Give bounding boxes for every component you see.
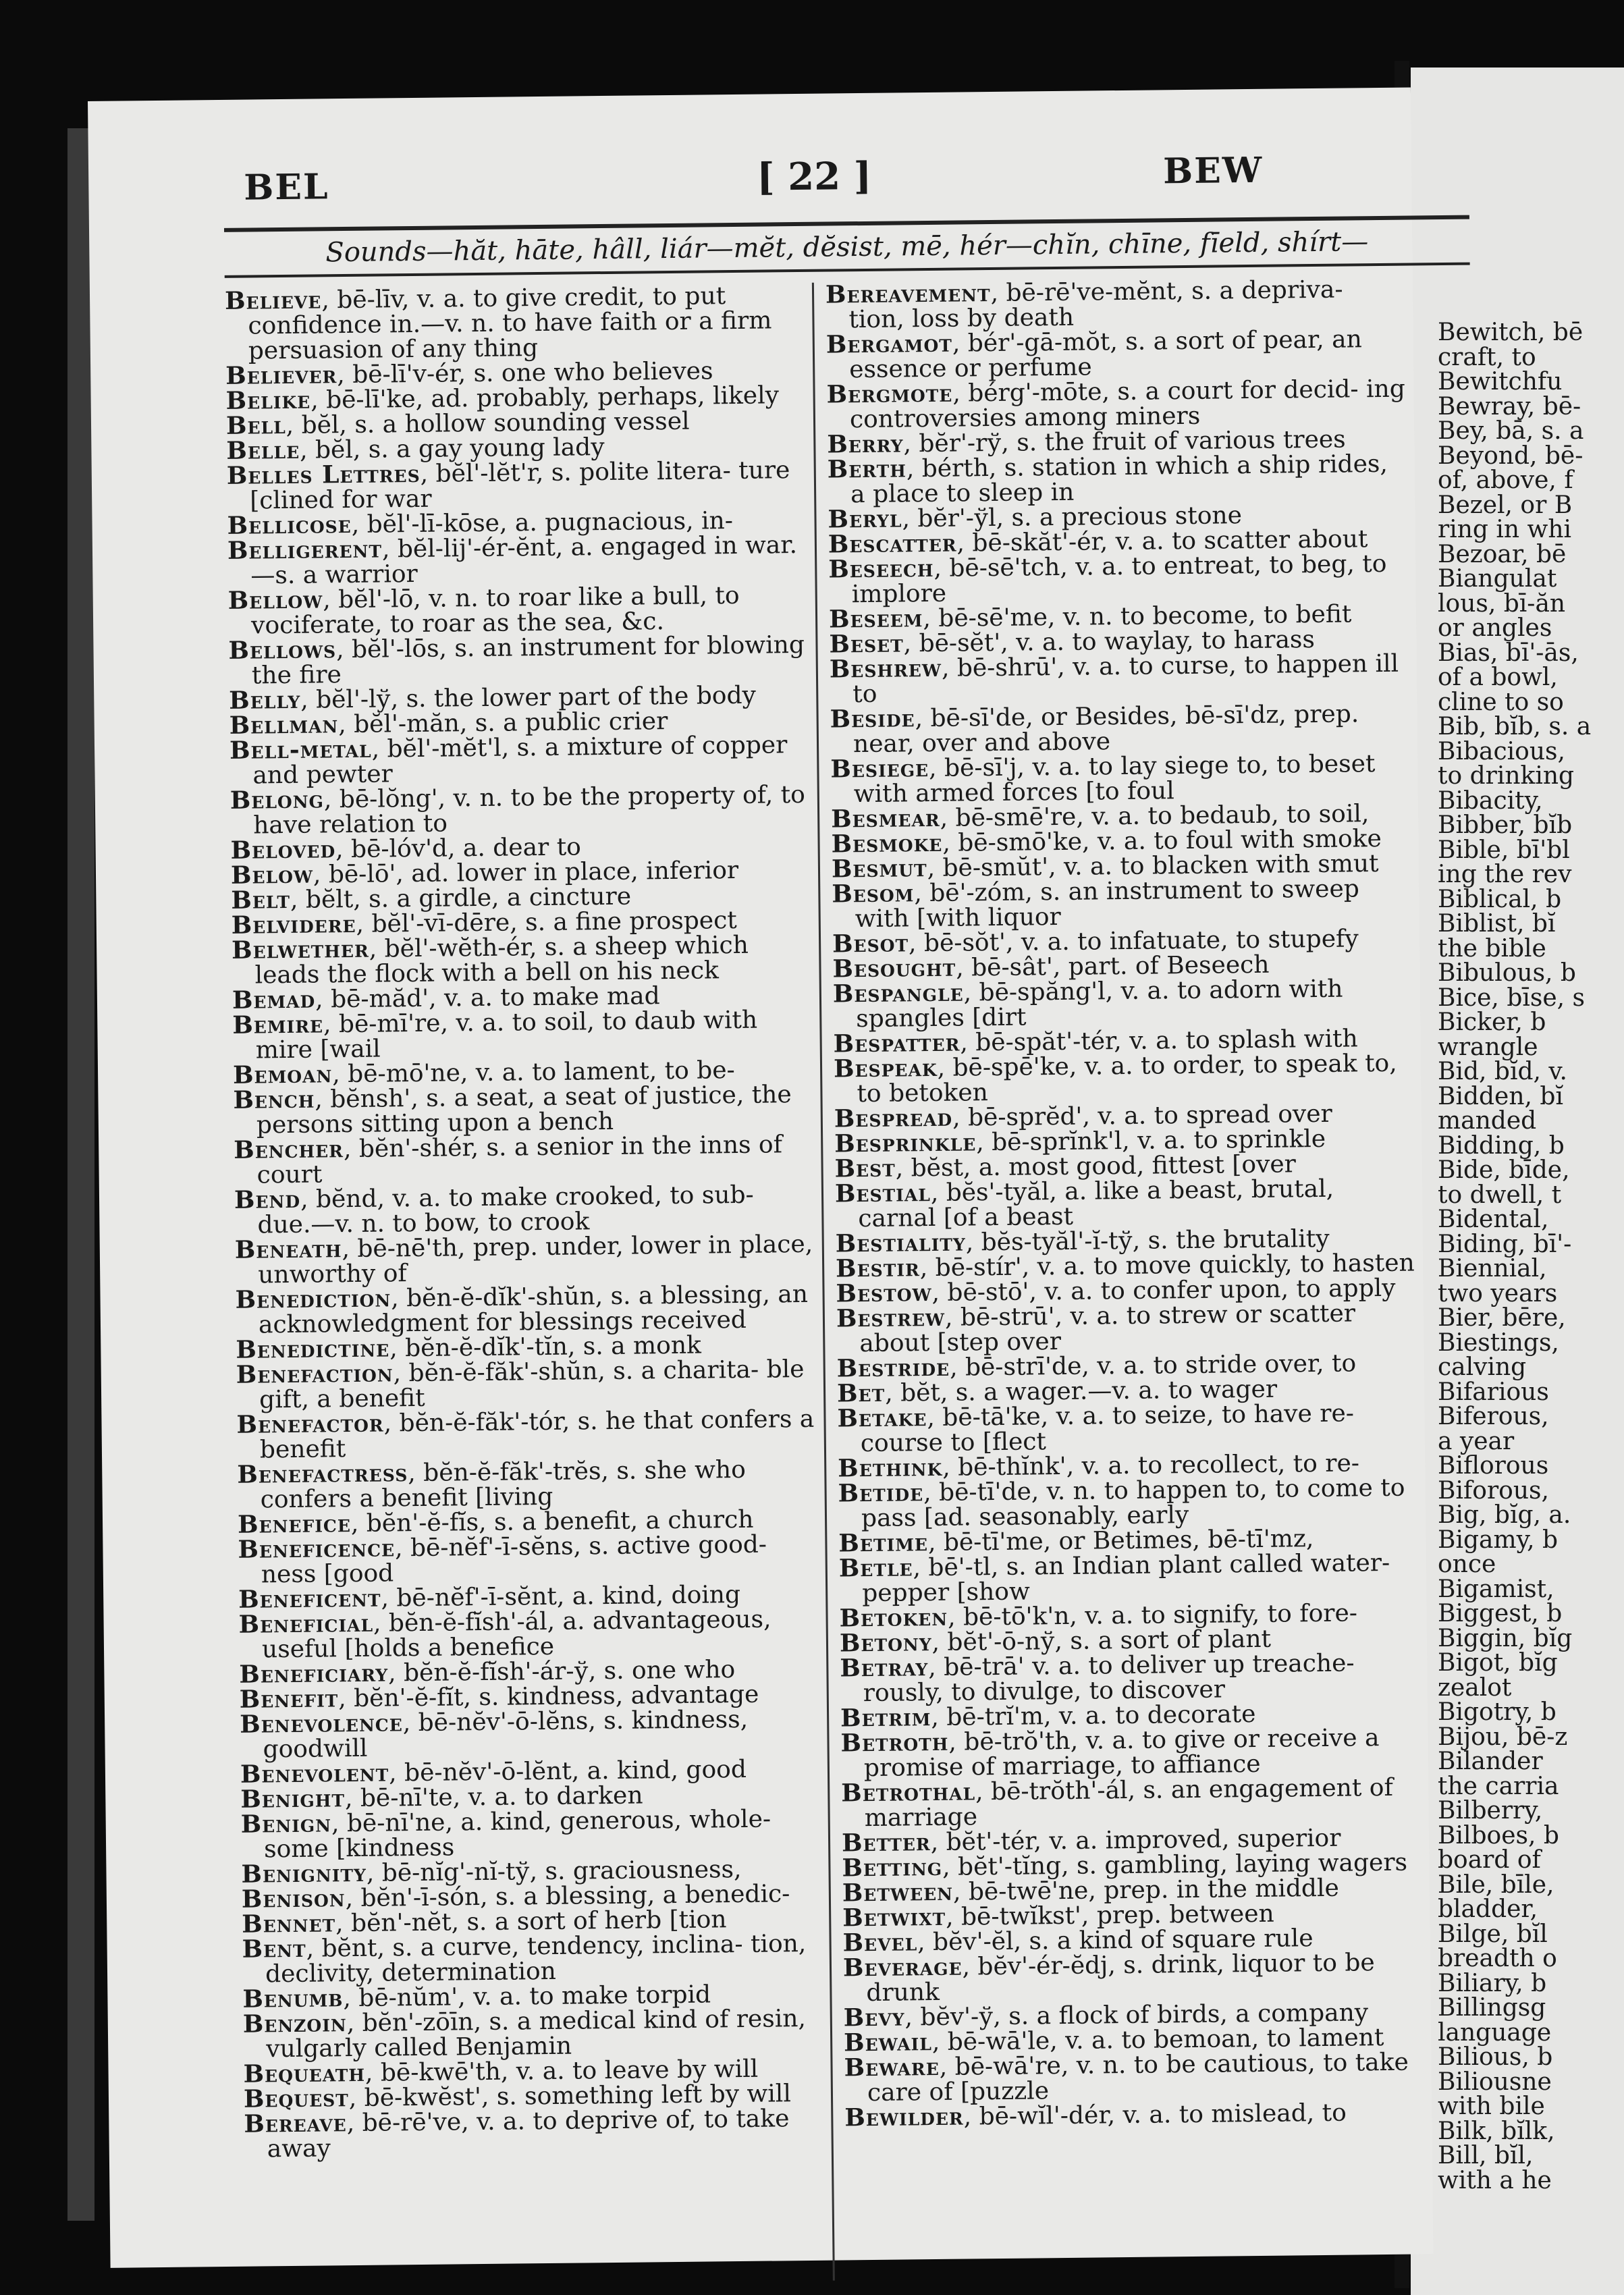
dictionary-entry: Betrim, bē-trĭ'm, v. a. to decorate: [840, 1700, 1256, 1733]
headword: Beneficiary: [239, 1658, 389, 1689]
right-page-fragment: Bidental,: [1438, 1206, 1549, 1233]
right-page-fragment: Bigotry, b: [1438, 1698, 1557, 1726]
page-header: [244, 148, 1453, 221]
pronunciation-key: Sounds—hăt, hāte, hâll, liár—mĕt, dĕsist, mē, hér—chĭn, chīne, fīeld, shírt—: [325, 226, 1369, 269]
headword: Benedictine: [236, 1334, 390, 1364]
right-page-fragment: Biliary, b: [1438, 1969, 1547, 1997]
headword: Besmut: [831, 854, 927, 884]
guide-word-left: BEL: [244, 166, 329, 209]
right-page-fragment: Bibber, bĭb: [1438, 811, 1573, 839]
headword: Benison: [241, 1884, 346, 1914]
headword: Betide: [838, 1478, 924, 1508]
dictionary-entry: Berry, bĕr'-rў, s. the fruit of various trees: [827, 425, 1346, 459]
dictionary-entry: Beloved, bē-lóv'd, a. dear to: [230, 833, 582, 865]
dictionary-entry: Betony, bĕt'-ō-nў, s. a sort of plant: [839, 1625, 1272, 1658]
right-page-fragment: Beyond, bē-: [1438, 441, 1584, 470]
dictionary-entry: Bellman, bĕl'-măn, s. a public crier: [229, 707, 668, 740]
right-page-fragment: Bib, bĭb, s. a: [1438, 713, 1592, 740]
dictionary-entry: Bevy, bĕv'-ў, s. a flock of birds, a company: [843, 1999, 1369, 2032]
dictionary-entry: Belligerent, bĕl-lij'-ér-ĕnt, a. engaged in war.—s. a warrior: [227, 531, 798, 590]
right-page-fragment: once: [1438, 1550, 1496, 1578]
headword: Bestow: [836, 1278, 932, 1308]
dictionary-entry: Between, bē-twē'ne, prep. in the middle: [842, 1874, 1340, 1908]
dictionary-entry: Benight, bē-nī'te, v. a. to darken: [240, 1781, 643, 1814]
headword: Bet: [836, 1378, 886, 1408]
headword: Bespeak: [833, 1053, 938, 1083]
dictionary-entry: Bewail, bē-wā'le, v. a. to bemoan, to lament: [843, 2024, 1384, 2057]
headword: Besmear: [830, 803, 940, 834]
dictionary-entry: Benevolent, bē-nĕv'-ō-lĕnt, a. kind, good: [240, 1755, 747, 1789]
headword: Bevel: [842, 1928, 918, 1958]
headword: Belle: [226, 435, 300, 465]
right-page-fragment: ing the rev: [1438, 861, 1572, 888]
headword: Bereave: [244, 2109, 347, 2138]
dictionary-entry: Benign, bē-nī'ne, a. kind, generous, whole- some [kindness: [240, 1805, 772, 1864]
headword: Bent: [242, 1934, 306, 1964]
dictionary-entry: Benefice, bĕn'-ĕ-fĭs, s. a benefit, a church: [237, 1505, 754, 1539]
right-page-fragment: Bey, bā, s. a: [1438, 417, 1584, 445]
headword: Betime: [838, 1528, 929, 1558]
right-page-fragment: Biggest, b: [1438, 1600, 1563, 1627]
dictionary-entry: Betide, bē-tī'de, v. n. to happen to, to come to pass [ad. seasonably, early: [838, 1474, 1405, 1533]
right-page-fragment: Biennial,: [1438, 1255, 1547, 1282]
right-page-fragment: a year: [1438, 1427, 1515, 1455]
headword: Bestiality: [835, 1228, 966, 1258]
right-page-fragment: Bijou, bē-z: [1438, 1723, 1568, 1751]
right-page-fragment: breadth o: [1438, 1945, 1557, 1972]
right-page-fragment: language: [1438, 2018, 1552, 2047]
dictionary-entry: Bequeath, bē-kwē'th, v. a. to leave by will: [243, 2055, 759, 2088]
headword: Benzoin: [242, 2009, 347, 2039]
headword: Bescatter: [828, 529, 957, 559]
right-page-fragment: two years: [1438, 1279, 1558, 1307]
headword: Betroth: [840, 1727, 949, 1758]
headword: Bellows: [228, 635, 337, 665]
dictionary-entry: Benediction, bĕn-ĕ-dĭk'-shŭn, s. a blessing, an acknowledgment for blessings received: [235, 1280, 809, 1339]
right-page-column: [1411, 321, 1624, 2193]
headword: Beverage: [842, 1952, 963, 1982]
dictionary-entry: Beneficial, bĕn-ĕ-fĭsh'-ál, a. advantageous, useful [holds a benefice: [238, 1605, 772, 1664]
headword: Betle: [838, 1553, 913, 1583]
headword: Believer: [225, 360, 337, 390]
headword: Bennet: [242, 1909, 336, 1939]
dictionary-entry: Believer, bē-lī'v-ér, s. one who believes: [225, 357, 713, 390]
headword: Betting: [842, 1852, 943, 1883]
right-page-fragment: Bilboes, b: [1438, 1821, 1559, 1850]
right-page-fragment: Bilander: [1438, 1748, 1543, 1775]
right-page-fragment: to dwell, t: [1438, 1181, 1562, 1209]
dictionary-entry: Beside, bē-sī'de, or Besides, bē-sī'dz, prep. near, over and above: [830, 700, 1359, 759]
dictionary-entry: Bewilder, bē-wĭl'-dér, v. a. to mislead, to: [844, 2099, 1347, 2132]
dictionary-entry: Below, bē-lō', ad. lower in place, inferior: [230, 856, 739, 890]
headword: Berry: [827, 429, 904, 459]
right-page-fragment: Biestings,: [1438, 1328, 1559, 1357]
dictionary-entry: Bencher, bĕn'-shér, s. a senior in the inns of court: [234, 1131, 783, 1189]
right-page-fragment: Bibacity,: [1438, 786, 1543, 815]
headword: Bequeath: [243, 2058, 366, 2088]
right-page-fragment: Bias, bī'-ās,: [1438, 639, 1579, 667]
dictionary-entry: Beset, bē-sĕt', v. a. to waylay, to harass: [829, 626, 1316, 659]
dictionary-entry: Besmut, bē-smŭt', v. a. to blacken with smut: [831, 850, 1379, 884]
right-page-fragment: Bidden, bĭ: [1438, 1082, 1563, 1110]
headword: Bellman: [229, 710, 339, 740]
dictionary-entry: Beware, bē-wā're, v. n. to be cautious, to take care of [puzzle: [844, 2048, 1409, 2107]
headword: Besiege: [830, 754, 929, 784]
dictionary-entry: Bequest, bē-kwĕst', s. something left by will: [243, 2080, 792, 2113]
headword: Belvidere: [231, 909, 356, 940]
headword: Betrim: [840, 1703, 931, 1733]
right-page-fragment: Big, bĭg, a.: [1438, 1501, 1571, 1529]
right-page: [1411, 68, 1624, 2295]
dictionary-entry: Beneficence, bē-nĕf'-ī-sĕns, s. active good- ness [good: [238, 1530, 767, 1589]
headword: Beseech: [828, 554, 934, 584]
dictionary-entry: Bell, bĕl, s. a hollow sounding vessel: [225, 407, 690, 440]
dictionary-entry: Benefactress, bĕn-ĕ-făk'-trĕs, s. she who confers a benefit [living: [237, 1455, 746, 1514]
right-page-fragment: Biggin, bĭg: [1438, 1624, 1573, 1652]
page-number: [ 22 ]: [756, 153, 872, 200]
headword: Better: [841, 1828, 931, 1858]
headword: Bewilder: [844, 2102, 964, 2132]
dictionary-entry: Benedictine, bĕn-ĕ-dĭk'-tĭn, s. a monk: [236, 1331, 702, 1364]
headword: Beset: [829, 629, 904, 659]
dictionary-entry: Betting, bĕt'-tĭng, s. gambling, laying wagers: [842, 1848, 1408, 1883]
right-page-fragment: Bible, bī'bl: [1438, 836, 1570, 864]
headword: Beneficial: [238, 1609, 374, 1639]
dictionary-entry: Bestrew, bē-strū', v. a. to strew or scatter about [step over: [836, 1299, 1356, 1358]
right-page-fragment: Bezel, or B: [1438, 491, 1573, 519]
dictionary-entry: Betime, bē-tī'me, or Betimes, bē-tī'mz,: [838, 1525, 1314, 1558]
dictionary-entry: Beseem, bē-sē'me, v. n. to become, to befit: [828, 600, 1352, 634]
dictionary-entry: Betwixt, bē-twĭkst', prep. between: [842, 1899, 1274, 1933]
dictionary-entry: Bestride, bē-strī'de, v. a. to stride over, to: [836, 1349, 1357, 1383]
headword: Bergamot: [825, 329, 953, 359]
right-page-fragment: wrangle: [1438, 1033, 1538, 1061]
headword: Benefactress: [237, 1459, 408, 1489]
right-page-fragment: Bibulous, b: [1438, 959, 1576, 987]
headword: Benign: [240, 1809, 332, 1839]
dictionary-entry: Bellow, bĕl'-lō, v. n. to roar like a bull, to vociferate, to roar as the sea, &c.: [227, 581, 740, 640]
dictionary-entry: Bergmote, bérg'-mōte, s. a court for decid- ing controversies among miners: [826, 375, 1406, 434]
dictionary-entry: Bespangle, bē-spăng'l, v. a. to adorn with spangles [dirt: [832, 975, 1343, 1033]
right-page-fragment: the carria: [1438, 1772, 1559, 1800]
headword: Bell-metal: [229, 734, 372, 765]
right-page-fragment: ring in whi: [1438, 516, 1572, 543]
headword: Belt: [231, 885, 291, 915]
dictionary-entry: Bethink, bē-thĭnk', v. a. to recollect, to re-: [838, 1449, 1360, 1483]
headword: Bestir: [835, 1253, 921, 1283]
dictionary-entry: Bellicose, bĕl'-lī-kōse, a. pugnacious, in-: [227, 507, 734, 540]
right-page-fragment: Bidding, b: [1438, 1131, 1565, 1160]
headword: Beloved: [230, 835, 336, 865]
right-page-fragment: lous, bī-ăn: [1438, 589, 1566, 618]
headword: Benefactor: [236, 1409, 384, 1439]
right-page-fragment: zealot: [1438, 1673, 1512, 1702]
dictionary-entry: Besiege, bē-sī'j, v. a. to lay siege to, to beset with armed forces [to foul: [830, 750, 1376, 809]
dictionary-entry: Bespatter, bē-spăt'-tér, v. a. to splash with: [833, 1025, 1358, 1058]
headword: Beseem: [828, 604, 923, 634]
dictionary-entry: Believe, bē-līv, v. a. to give credit, to put confidence in.—v. n. to have faith or a firm persuasion of any thing: [224, 282, 772, 365]
dictionary-entry: Besought, bē-sât', part. of Beseech: [832, 950, 1270, 983]
dictionary-entry: Berth, bérth, s. station in which a ship rides, a place to sleep in: [827, 450, 1388, 509]
headword: Bellicose: [227, 510, 352, 540]
headword: Betrothal: [841, 1777, 976, 1808]
dictionary-entry: Bescatter, bē-skăt'-ér, v. a. to scatter about: [828, 525, 1368, 559]
dictionary-entry: Benison, bĕn'-ī-són, s. a blessing, a benedic-: [241, 1880, 790, 1914]
headword: Belles Lettres: [226, 459, 421, 490]
headword: Besmoke: [831, 828, 943, 859]
right-page-fragment: Billingsg: [1438, 1994, 1546, 2022]
right-page-fragment: Bewray, bē-: [1438, 392, 1581, 421]
headword: Beside: [830, 704, 915, 734]
dictionary-entry: Betrothal, bē-trŏth'-ál, s. an engagement of marriage: [841, 1773, 1393, 1833]
dictionary-entry: Beverage, bĕv'-ér-ĕdj, s. drink, liquor to be drunk: [842, 1949, 1375, 2007]
headword: Believe: [224, 286, 322, 315]
dictionary-entry: Beneficent, bē-nĕf'-ī-sĕnt, a. kind, doing: [238, 1580, 741, 1614]
dictionary-entry: Bench, bĕnsh', s. a seat, a seat of justice, the persons sitting upon a bench: [233, 1081, 792, 1139]
headword: Betake: [837, 1403, 927, 1433]
headword: Beneath: [234, 1235, 342, 1264]
right-page-fragment: Bide, bīde,: [1438, 1156, 1570, 1184]
right-page-fragment: Bigamist,: [1438, 1575, 1554, 1603]
dictionary-entry: Belle, bĕl, s. a gay young lady: [226, 433, 605, 465]
headword: Belligerent: [227, 535, 383, 565]
dictionary-entry: Bereavement, bē-rē've-mĕnt, s. a depriva- tion, loss by death: [825, 275, 1343, 334]
right-page-fragment: Bifarious: [1438, 1378, 1549, 1406]
headword: Belwether: [231, 934, 369, 965]
headword: Besprinkle: [834, 1128, 977, 1158]
headword: Betony: [839, 1628, 932, 1658]
right-page-fragment: Bezoar, bē: [1438, 540, 1567, 568]
headword: Bell: [225, 410, 286, 440]
right-page-fragment: Bewitchfu: [1438, 368, 1563, 396]
headword: Besought: [832, 953, 956, 983]
dictionary-entry: Bend, bĕnd, v. a. to make crooked, to sub- due.—v. n. to bow, to crook: [234, 1181, 754, 1239]
headword: Bespangle: [832, 978, 964, 1008]
right-page-fragment: craft, to: [1438, 343, 1536, 371]
headword: Beware: [844, 2052, 940, 2082]
headword: Benefice: [237, 1509, 352, 1539]
dictionary-entry: Bent, bĕnt, s. a curve, tendency, inclina- tion, declivity, determination: [242, 1930, 807, 1989]
dictionary-entry: Besprinkle, bē-sprĭnk'l, v. a. to sprinkle: [834, 1125, 1326, 1158]
dictionary-entry: Bestial, bĕs'-tyăl, a. like a beast, brutal, carnal [of a beast: [834, 1174, 1334, 1233]
headword: Benefaction: [236, 1359, 394, 1389]
dictionary-entry: Benignity, bē-nĭg'-nĭ-tў, s. graciousness,: [241, 1856, 742, 1889]
headword: Bemoan: [232, 1060, 333, 1089]
right-page-fragment: Bill, bĭl,: [1438, 2142, 1534, 2169]
right-column: [825, 277, 1426, 2131]
guide-word-right: BEW: [1162, 149, 1264, 192]
headword: Besom: [832, 879, 915, 909]
headword: Belong: [229, 785, 325, 815]
right-page-fragment: Bilk, bĭlk,: [1438, 2117, 1555, 2145]
right-page-fragment: Bier, bēre,: [1438, 1304, 1566, 1332]
dictionary-entry: Bespread, bē-sprĕd', v. a. to spread over: [834, 1100, 1332, 1133]
headword: Berth: [827, 454, 907, 484]
headword: Betray: [840, 1653, 929, 1683]
right-page-fragment: Bilge, bĭl: [1438, 1920, 1548, 1948]
dictionary-entry: Belvidere, bĕl'-vī-dēre, s. a fine prospect: [231, 906, 737, 940]
dictionary-entry: Bestir, bē-stír', v. a. to move quickly, to hasten: [835, 1249, 1415, 1283]
dictionary-entry: Bell-metal, bĕl'-mĕt'l, s. a mixture of copper and pewter: [229, 731, 788, 790]
right-page-fragment: cline to so: [1438, 688, 1564, 716]
dictionary-entry: Bevel, bĕv'-ĕl, s. a kind of square rule: [842, 1924, 1314, 1958]
right-page-fragment: Bigot, bĭg: [1438, 1649, 1558, 1677]
dictionary-entry: Betroth, bē-trŏ'th, v. a. to give or receive a promise of marriage, to affiance: [840, 1724, 1380, 1783]
right-page-fragment: or angles: [1438, 614, 1552, 642]
dictionary-entry: Bereave, bē-rē've, v. a. to deprive of, to take away: [244, 2105, 790, 2163]
right-page-fragment: Biding, bī'-: [1438, 1230, 1572, 1258]
headword: Best: [834, 1154, 896, 1183]
headword: Bethink: [838, 1453, 943, 1483]
headword: Benediction: [235, 1284, 391, 1314]
dictionary-entry: Benzoin, bĕn'-zōīn, s. a medical kind of resin, vulgarly called Benjamin: [242, 2005, 807, 2063]
dictionary-entry: Besmoke, bē-smō'ke, v. a. to foul with smoke: [831, 824, 1382, 859]
dictionary-entry: Besmear, bē-smē're, v. a. to bedaub, to soil,: [830, 800, 1370, 834]
dictionary-entry: Betoken, bē-tō'k'n, v. a. to signify, to fore-: [839, 1599, 1358, 1633]
right-page-fragment: bladder,: [1438, 1895, 1538, 1923]
headword: Bestrew: [836, 1303, 946, 1333]
dictionary-page: [88, 87, 1434, 2267]
headword: Benefit: [239, 1684, 339, 1714]
dictionary-entry: Belike, bē-lī'ke, ad. probably, perhaps, likely: [225, 381, 780, 415]
dictionary-entry: Bespeak, bē-spē'ke, v. a. to order, to speak to, to betoken: [833, 1049, 1397, 1108]
headword: Bespatter: [833, 1028, 960, 1058]
headword: Below: [230, 860, 314, 890]
dictionary-entry: Beshrew, bē-shrū', v. a. to curse, to happen ill to: [829, 649, 1399, 709]
right-page-fragment: Bice, bīse, s: [1438, 983, 1586, 1012]
right-page-fragment: Bilious, b: [1438, 2043, 1553, 2071]
dictionary-entry: Benefaction, bĕn-ĕ-făk'-shŭn, s. a charita- ble gift, a benefit: [236, 1355, 805, 1414]
dictionary-entry: Bellows, bĕl'-lōs, s. an instrument for blowing the fire: [228, 630, 805, 690]
headword: Benevolence: [239, 1708, 403, 1739]
right-page-fragment: Bewitch, bē: [1438, 319, 1584, 346]
right-page-fragment: with bile: [1438, 2092, 1545, 2120]
headword: Bergmote: [826, 379, 953, 409]
headword: Beshrew: [829, 653, 942, 684]
headword: Between: [842, 1877, 954, 1908]
headword: Benignity: [241, 1858, 367, 1889]
dictionary-entry: Belly, bĕl'-lў, s. the lower part of the body: [229, 681, 757, 715]
right-page-fragment: Bibacious,: [1438, 737, 1565, 765]
headword: Bereavement: [825, 279, 991, 309]
book-spine-edge: [67, 128, 94, 2221]
right-page-fragment: Bigamy, b: [1438, 1526, 1559, 1554]
dictionary-entry: Betray, bē-trā' v. a. to deliver up treache- rously, to divulge, to discover: [840, 1649, 1355, 1708]
right-page-fragment: the bible: [1438, 934, 1546, 963]
dictionary-entry: Best, bĕst, a. most good, fittest [over: [834, 1150, 1297, 1183]
right-page-fragment: Bilberry,: [1438, 1797, 1543, 1825]
headword: Belike: [225, 385, 311, 415]
headword: Bestride: [836, 1353, 950, 1383]
headword: Benumb: [242, 1984, 344, 2014]
right-page-fragment: Biflorous: [1438, 1452, 1549, 1480]
right-page-fragment: with a he: [1438, 2166, 1552, 2194]
right-page-fragment: Bile, bīle,: [1438, 1870, 1554, 1899]
dictionary-entry: Benumb, bē-nŭm', v. a. to make torpid: [242, 1980, 711, 2014]
headword: Benight: [240, 1784, 346, 1814]
dictionary-entry: Belong, bē-lŏng', v. n. to be the property of, to have relation to: [229, 780, 805, 840]
headword: Beryl: [828, 504, 902, 534]
right-page-fragment: of a bowl,: [1438, 664, 1558, 691]
dictionary-entry: Beneficiary, bĕn-ĕ-fĭsh'-ár-ў, s. one who: [239, 1656, 736, 1689]
right-page-fragment: Biblical, b: [1438, 885, 1562, 913]
right-page-fragment: Bid, bĭd, v.: [1438, 1058, 1567, 1085]
dictionary-entry: Besot, bē-sŏt', v. a. to infatuate, to stupefy: [832, 925, 1359, 959]
headword: Betwixt: [842, 1902, 946, 1933]
headword: Benevolent: [240, 1758, 389, 1789]
headword: Bemad: [232, 985, 316, 1015]
headword: Bevy: [843, 2003, 905, 2032]
dictionary-entry: Belwether, bĕl'-wĕth-ér, s. a sheep which leads the flock with a bell on his neck: [231, 931, 749, 990]
left-column: [225, 283, 825, 2162]
right-page-fragment: board of: [1438, 1846, 1541, 1874]
right-page-fragment: Biangulat: [1438, 565, 1557, 593]
dictionary-entry: Besom, bē'-zóm, s. an instrument to sweep with [with liquor: [832, 875, 1360, 934]
dictionary-entry: Bestiality, bĕs-tyăl'-ĭ-tў, s. the brutality: [835, 1224, 1330, 1258]
dictionary-entry: Benevolence, bē-nĕv'-ō-lĕns, s. kindness, goodwill: [239, 1705, 749, 1764]
right-page-fragment: manded: [1438, 1107, 1537, 1135]
dictionary-entry: Benefit, bĕn'-ĕ-fĭt, s. kindness, advantage: [239, 1680, 759, 1714]
headword: Bencher: [234, 1135, 344, 1164]
right-page-fragment: Biferous,: [1438, 1403, 1549, 1430]
headword: Bewail: [843, 2028, 933, 2057]
dictionary-entry: Bergamot, bér'-gā-mŏt, s. a sort of pear, an essence or perfume: [825, 325, 1362, 384]
right-page-fragment: calving: [1438, 1353, 1527, 1381]
dictionary-entry: Benefactor, bĕn-ĕ-făk'-tór, s. he that confers a benefit: [236, 1405, 815, 1464]
dictionary-entry: Beryl, bĕr'-ўl, s. a precious stone: [828, 502, 1243, 534]
headword: Bespread: [834, 1103, 953, 1133]
dictionary-entry: Bemire, bē-mī're, v. a. to soil, to daub with mire [wail: [232, 1006, 758, 1064]
right-page-fragment: to drinking: [1438, 762, 1575, 790]
headword: Bestial: [834, 1179, 931, 1208]
right-page-fragment: Bicker, b: [1438, 1008, 1546, 1036]
dictionary-entry: Bemad, bē-măd', v. a. to make mad: [232, 982, 660, 1015]
headword: Bequest: [243, 2084, 349, 2113]
headword: Besot: [832, 929, 909, 959]
headword: Betoken: [839, 1602, 948, 1633]
headword: Bellow: [227, 585, 323, 615]
dictionary-entry: Betle, bē'-tl, s. an Indian plant called water- pepper [show: [838, 1548, 1390, 1608]
right-page-fragment: Biforous,: [1438, 1476, 1549, 1505]
right-page-fragment: Biblist, bĭ: [1438, 910, 1556, 938]
headword: Bemire: [232, 1010, 324, 1040]
dictionary-entry: Belles Lettres, bĕl'-lĕt'r, s. polite litera- ture [clined for war: [226, 456, 790, 515]
dictionary-entry: Betake, bē-tā'ke, v. a. to seize, to have re- course to [flect: [837, 1399, 1355, 1458]
dictionary-entry: Belt, bĕlt, s. a girdle, a cincture: [231, 882, 632, 915]
right-page-fragment: of, above, f: [1438, 466, 1573, 494]
dictionary-entry: Bemoan, bē-mō'ne, v. a. to lament, to be-: [232, 1056, 735, 1089]
headword: Bend: [234, 1185, 301, 1214]
dictionary-entry: Bet, bĕt, s. a wager.—v. a. to wager: [836, 1375, 1278, 1408]
dictionary-entry: Beneath, bē-nē'th, prep. under, lower in place, unworthy of: [234, 1230, 813, 1289]
dictionary-entry: Bestow, bē-stō', v. a. to confer upon, to apply: [836, 1274, 1396, 1308]
headword: Belly: [229, 685, 301, 715]
right-page-fragment: Biliousne: [1438, 2068, 1552, 2096]
dictionary-entry: Better, bĕt'-tér, v. a. improved, superior: [841, 1824, 1341, 1858]
dictionary-entry: Beseech, bē-sē'tch, v. a. to entreat, to beg, to implore: [828, 549, 1387, 609]
headword: Beneficent: [238, 1584, 381, 1614]
headword: Bench: [233, 1085, 315, 1114]
headword: Beneficence: [238, 1534, 396, 1564]
dictionary-entry: Bennet, bĕn'-nĕt, s. a sort of herb [tion: [242, 1906, 727, 1939]
